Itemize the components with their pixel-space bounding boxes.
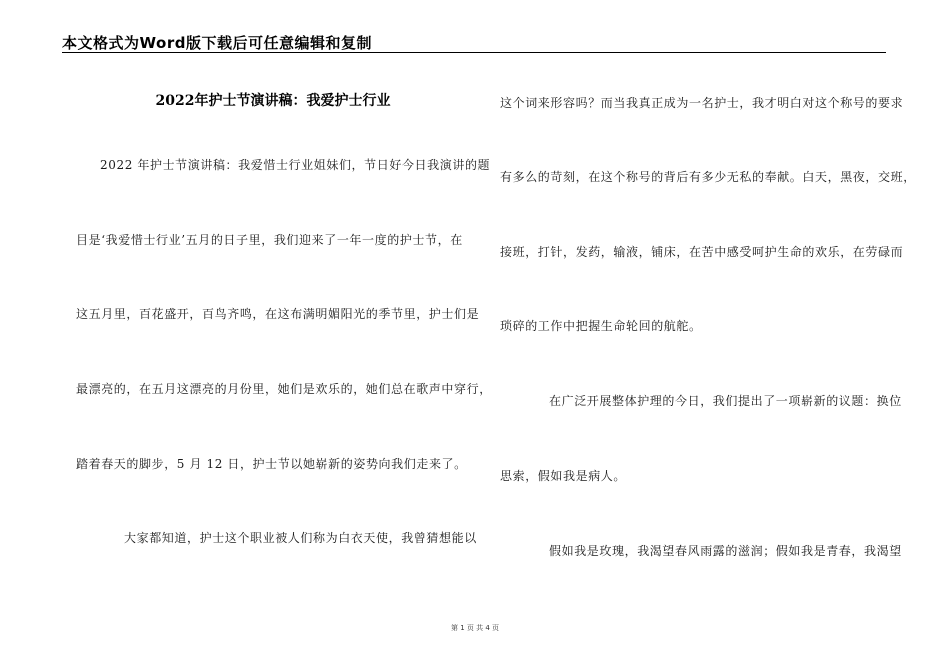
text-line: 这五月里，百花盛开，百鸟齐鸣，在这布满明媚阳光的季节里，护士们是 <box>76 307 480 321</box>
page-number: 第 1 页 共 4 页 <box>450 624 500 632</box>
text-line: 有多么的苛刻，在这个称号的背后有多少无私的奉献。白天，黑夜，交班， <box>500 170 916 184</box>
text-line: 最漂亮的，在五月这漂亮的月份里，她们是欢乐的，她们总在歌声中穿行， <box>76 382 492 396</box>
document-title: 2022年护士节演讲稿：我爱护士行业 <box>155 93 391 109</box>
text-line: 琐碎的工作中把握生命轮回的航舵。 <box>500 319 702 333</box>
text-line: 在广泛开展整体护理的今日，我们提出了一项崭新的议题：换位 <box>549 394 902 408</box>
text-line: 思索，假如我是病人。 <box>500 469 627 483</box>
document-header: 本文格式为Word版下载后可任意编辑和复制 <box>62 34 372 52</box>
text-line: 踏着春天的脚步，5 月 12 日，护士节以她崭新的姿势向我们走来了。 <box>76 457 467 471</box>
text-line: 假如我是玫瑰，我渴望春风雨露的滋润；假如我是青春，我渴望 <box>549 544 902 558</box>
text-line: 接班，打针，发药，输液，铺床，在苦中感受呵护生命的欢乐，在劳碌而 <box>500 245 904 259</box>
text-line: 目是‘我爱惜士行业’五月的日子里，我们迎来了一年一度的护士节，在 <box>76 233 463 247</box>
header-divider <box>62 52 886 53</box>
text-line: 这个词来形容吗？而当我真正成为一名护士，我才明白对这个称号的要求 <box>500 96 904 110</box>
text-line: 大家都知道，护士这个职业被人们称为白衣天使，我曾猜想能以 <box>124 531 477 545</box>
text-line: 2022 年护士节演讲稿：我爱惜士行业姐妹们，节日好今日我演讲的题 <box>100 158 491 172</box>
